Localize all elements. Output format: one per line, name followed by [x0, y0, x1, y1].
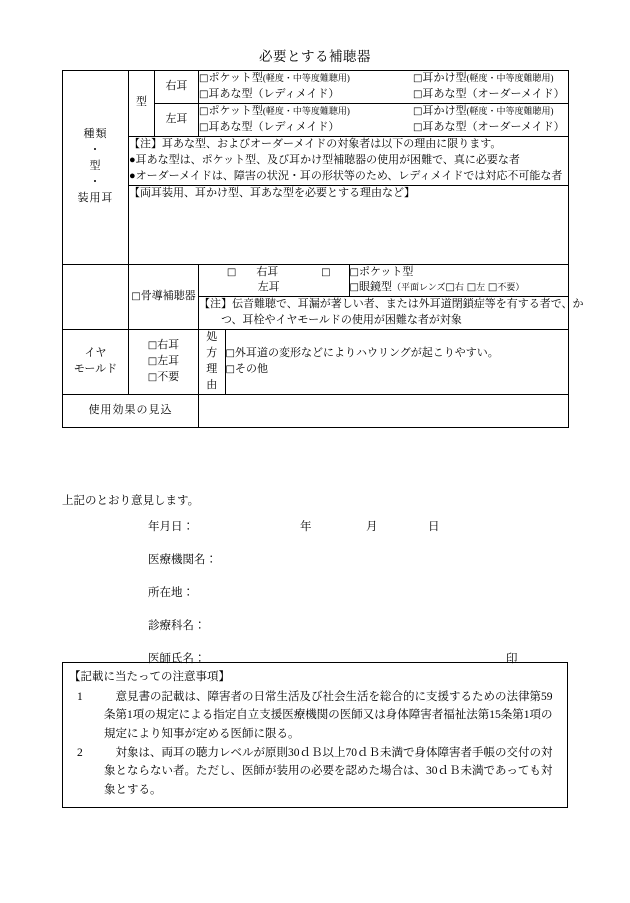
footer-note-1-number: 1 — [77, 690, 83, 703]
date-year[interactable]: 年 — [300, 521, 312, 533]
footer-note-1-line-2: 条第1項の規定による指定自立支援医療機関の医師又は身体障害者福祉法第15条第1項の — [104, 709, 553, 722]
checkbox-icon[interactable]: □ — [226, 266, 237, 278]
note-right-bte: (軽度・中等度難聴用) — [466, 73, 554, 83]
checkbox-icon[interactable]: □ — [349, 266, 359, 278]
left-ear-label: 左耳 — [155, 103, 199, 136]
table-row-expected-effect — [63, 395, 569, 428]
note-left-pocket: (軽度・中等度難聴用) — [262, 105, 350, 116]
right-ear-label: 右耳 — [155, 71, 199, 104]
note-right-pocket: (軽度・中等度難聴用) — [262, 73, 350, 83]
checkbox-icon[interactable]: □ — [413, 88, 423, 100]
checkbox-icon[interactable]: □ — [321, 266, 331, 278]
ear-mold-ear-choices — [129, 330, 199, 395]
date-label: 年月日： — [148, 521, 194, 533]
institution-label: 医療機関名： — [148, 554, 217, 566]
checkbox-icon[interactable]: □ — [147, 372, 158, 384]
label-glasses-left: 左 — [476, 282, 486, 293]
checkbox-icon[interactable]: □ — [199, 73, 209, 84]
label-right-itc-order: 耳あな型（オーダーメイド） — [422, 87, 565, 100]
table-row-ear-mold — [63, 330, 569, 395]
label-bone-right-ear: 右耳 — [256, 265, 279, 278]
kind-label-dot1: ・ — [89, 144, 102, 157]
bone-conduction-label-text: 骨導補聴器 — [140, 289, 196, 302]
label-mold-other: その他 — [234, 363, 268, 376]
prescription-reason-label — [199, 330, 225, 394]
checkbox-left-pocket[interactable] — [199, 104, 413, 120]
kind-type-ear-label — [63, 71, 129, 265]
signature-row-date — [148, 518, 568, 551]
ear-mold-label — [63, 330, 129, 395]
reason-char-3: 理 — [206, 363, 218, 376]
checkbox-left-itc-ready[interactable] — [199, 120, 413, 136]
footer-note-2-line-2: 象とならない者。ただし、医師が装用の必要を認めた場合は、30ｄＢ未満であっても対 — [104, 765, 553, 778]
table-row-reason — [63, 185, 569, 264]
label-right-pocket: ポケット型 — [208, 72, 263, 84]
checkbox-icon[interactable]: □ — [199, 88, 209, 100]
note-left-bte: (軽度・中等度難聴用) — [466, 105, 554, 116]
date-day[interactable]: 日 — [428, 521, 440, 533]
kind-label-line1: 種類 — [83, 128, 108, 141]
checkbox-left-itc-order[interactable] — [413, 120, 568, 136]
signature-block — [148, 518, 568, 683]
checkbox-right-itc-ready[interactable] — [199, 87, 413, 103]
page-title: 必要とする補聴器 — [259, 49, 371, 64]
label-mold-not-needed: 不要 — [157, 371, 180, 384]
label-bone-glasses: 眼鏡型 — [358, 281, 392, 294]
checkbox-mold-not-needed[interactable] — [129, 370, 198, 386]
checkbox-icon[interactable]: □ — [199, 105, 209, 117]
left-ear-options — [199, 103, 569, 136]
date-month[interactable]: 月 — [366, 521, 378, 533]
type-column-label: 型 — [129, 71, 155, 137]
reason-char-4: 由 — [206, 379, 218, 392]
footer-note-2-line-3: 象とする。 — [104, 783, 162, 796]
label-left-itc-ready: 耳あな型（レディメイド） — [208, 120, 340, 133]
reason-heading: 【両耳装用、耳かけ型、耳あな型を必要とする理由など】 — [129, 186, 415, 199]
reason-input-area[interactable] — [129, 202, 568, 264]
footer-notes-heading: 【記載に当たっての注意事項】 — [69, 671, 230, 683]
label-mold-right-ear: 右耳 — [157, 339, 180, 352]
label-left-pocket: ポケット型 — [208, 104, 263, 117]
checkbox-icon[interactable]: □ — [349, 282, 359, 294]
left-ear-option-row-1 — [199, 104, 568, 120]
label-bone-left-ear: 左耳 — [257, 281, 280, 294]
checkbox-mold-left-ear[interactable] — [129, 354, 198, 370]
label-mold-howling: 外耳道の変形などによりハウリングが起こりやすい。 — [234, 347, 499, 360]
checkbox-bone-pocket[interactable] — [350, 265, 569, 281]
label-right-bte: 耳かけ型 — [422, 72, 467, 84]
signature-row-address — [148, 584, 568, 617]
label-glasses-none: 不要 — [497, 282, 516, 293]
label-left-bte: 耳かけ型 — [422, 104, 467, 117]
kind-note-1: 【注】耳あな型、およびオーダーメイドの対象者は以下の理由に限ります。 — [129, 137, 502, 150]
ear-mold-label-line2: モールド — [73, 363, 118, 376]
checkbox-icon[interactable]: □ — [131, 290, 141, 302]
kind-notes — [129, 136, 569, 185]
glasses-detail-suffix: ） — [515, 282, 525, 293]
checkbox-mold-right-ear[interactable] — [129, 338, 198, 354]
table-row-kind-notes — [63, 136, 569, 185]
statement-text: 上記のとおり意見します。 — [62, 495, 200, 507]
label-mold-left-ear: 左耳 — [157, 355, 180, 368]
bone-conduction-notes — [199, 297, 584, 330]
footer-note-2-line-1: 対象は、両耳の聴力レベルが原則30ｄＢ以上70ｄＢ未満で身体障害者手帳の交付の対 — [115, 746, 553, 759]
expected-effect-label: 使用効果の見込 — [63, 395, 199, 428]
label-bone-pocket: ポケット型 — [358, 265, 414, 278]
footer-note-item-1 — [69, 688, 561, 744]
kind-note-3: ●オーダーメイドは、障害の状況・耳の形状等のため、レディメイドでは対応不可能な者 — [129, 169, 563, 182]
bone-conduction-choices — [199, 264, 569, 297]
ear-mold-label-line1: イヤ — [84, 347, 107, 360]
footer-note-1-line-3: 規定により知事が定める医師に限る。 — [104, 727, 300, 740]
reason-field[interactable] — [129, 185, 569, 264]
signature-row-institution — [148, 551, 568, 584]
checkbox-icon[interactable]: □ — [225, 348, 235, 360]
reason-char-1: 処 — [206, 331, 218, 344]
label-right-itc-ready: 耳あな型（レディメイド） — [208, 87, 340, 100]
checkbox-icon[interactable]: □ — [413, 73, 423, 84]
checkbox-bone-right-ear[interactable] — [217, 266, 288, 278]
bone-conduction-label[interactable] — [129, 264, 199, 330]
kind-note-2: ●耳あな型は、ポケット型、及び耳かけ型補聴器の使用が困難で、真に必要な者 — [129, 153, 520, 166]
checkbox-icon[interactable]: □ — [413, 105, 423, 117]
department-label: 診療科名： — [148, 620, 206, 632]
bone-note-1: 【注】伝音難聴で、耳漏が著しい者、または外耳道閉鎖症等を有する者で、か — [199, 298, 584, 311]
kind-label-line3: 装用耳 — [77, 192, 114, 205]
bone-glasses-line — [350, 280, 569, 296]
kind-label-line2: 型 — [89, 160, 102, 173]
checkbox-mold-other[interactable] — [226, 362, 569, 378]
hearing-aid-form-table — [62, 70, 584, 428]
right-ear-option-row-1 — [199, 71, 568, 87]
doctor-label: 医師氏名： — [148, 653, 206, 665]
checkbox-icon[interactable]: □ — [225, 364, 235, 376]
table-row-bone-conduction — [63, 264, 569, 297]
bone-note-2: つ、耳栓やイヤモールドの使用が困難な者が対象 — [221, 314, 462, 327]
checkbox-icon[interactable]: □ — [199, 121, 209, 133]
label-left-itc-order: 耳あな型（オーダーメイド） — [422, 120, 565, 133]
label-glasses-right: 右 — [454, 282, 464, 293]
checkbox-right-itc-order[interactable] — [413, 87, 568, 103]
checkbox-right-bte[interactable] — [413, 71, 568, 87]
checkbox-left-bte[interactable] — [413, 104, 568, 120]
footer-note-1-line-1: 意見書の記載は、障害者の日常生活及び社会生活を総合的に支援するための法律第59 — [115, 690, 553, 703]
bone-ear-choices — [199, 265, 349, 297]
ear-mold-reason-options — [225, 330, 568, 394]
checkbox-icon[interactable]: □ — [413, 121, 423, 133]
kind-label-dot2: ・ — [89, 176, 102, 189]
table-row-right-ear — [63, 71, 569, 104]
footer-note-2-number: 2 — [77, 746, 83, 759]
expected-effect-value[interactable] — [199, 395, 569, 428]
checkbox-icon[interactable]: □ — [445, 282, 455, 294]
glasses-detail-prefix: （平面レンズ — [391, 282, 446, 293]
checkbox-icon[interactable]: □ — [466, 282, 477, 294]
checkbox-icon[interactable]: □ — [487, 282, 498, 294]
seal-mark: 印 — [506, 653, 518, 665]
footer-notes-box — [62, 662, 568, 808]
ear-mold-reason-cell — [199, 330, 569, 395]
right-ear-option-row-2 — [199, 87, 568, 103]
checkbox-icon[interactable]: □ — [147, 356, 158, 368]
right-ear-options — [199, 71, 569, 104]
checkbox-mold-howling[interactable] — [226, 346, 569, 362]
checkbox-icon[interactable]: □ — [147, 340, 158, 352]
bone-type-choices — [349, 265, 568, 297]
address-label: 所在地： — [148, 587, 194, 599]
signature-row-department — [148, 617, 568, 650]
checkbox-right-pocket[interactable] — [199, 71, 413, 87]
left-ear-option-row-2 — [199, 120, 568, 136]
footer-note-item-2 — [69, 744, 561, 800]
reason-char-2: 方 — [206, 347, 218, 360]
